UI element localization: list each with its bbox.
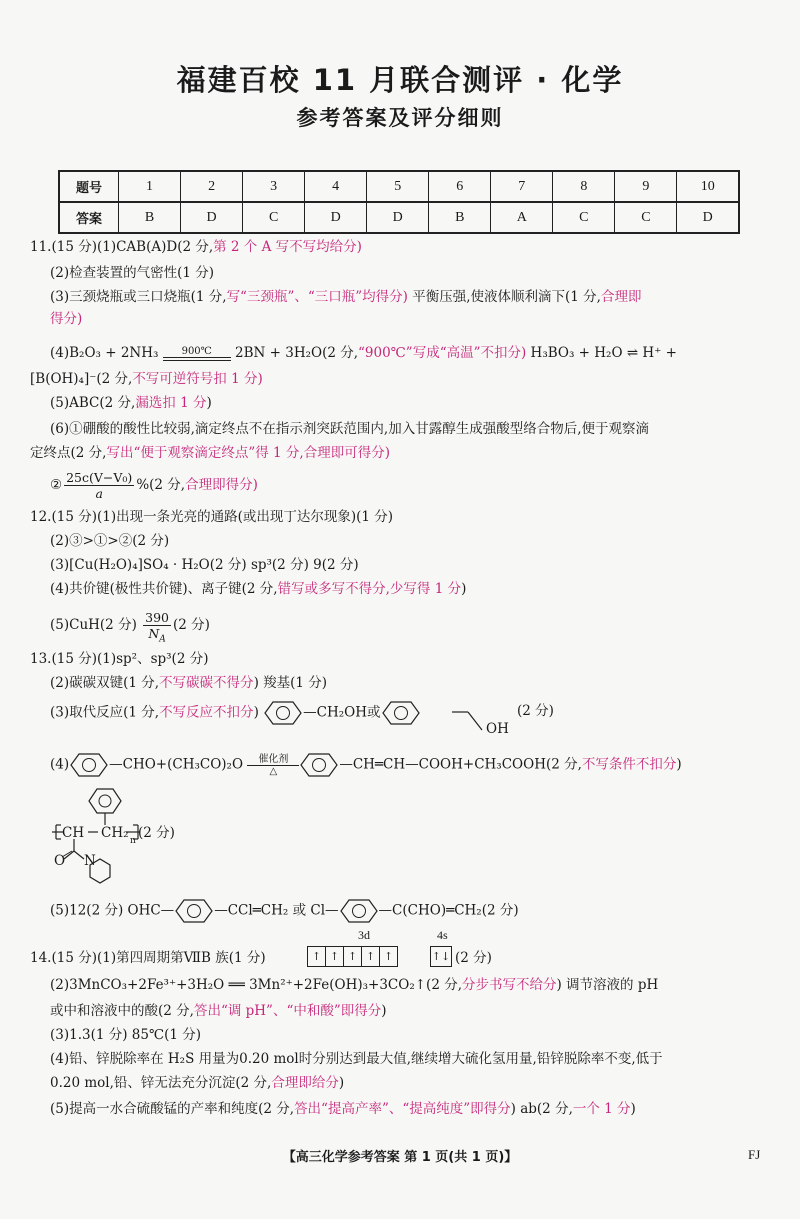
fraction: $\frac{\text{25c(V−V₀)}}{a}$	[66, 470, 133, 501]
table-cell: 9	[615, 171, 677, 202]
q11-line-1: 11.(15 分)(1)CAB(A)D(2 分,第 2 个 A 写不写均给分)	[30, 239, 362, 255]
q13-score-3: (2 分)	[517, 703, 554, 719]
orbital-box: ↑	[361, 946, 380, 967]
table-cell: 2	[181, 171, 243, 202]
orbital-4s-label: 4s	[437, 928, 448, 942]
page-footer: 【高三化学参考答案 第 1 页(共 1 页)】	[282, 1150, 518, 1165]
q14-line-1: 14.(15 分)(1)第四周期第ⅦB 族(1 分)	[30, 950, 266, 966]
orbital-3d-diagram	[307, 945, 397, 967]
q11-line-8: 定终点(2 分,写出“便于观察滴定终点”得 1 分,合理即可得分)	[30, 445, 390, 461]
table-cell: D	[181, 202, 243, 233]
polymer-ch: CH	[62, 825, 85, 841]
table-row-answers	[59, 202, 739, 233]
q12-line-5: (5)CuH(2 分) $\frac{390}{N_A}$ (2 分)	[50, 610, 210, 645]
benzene-ring-icon	[69, 752, 109, 778]
orbital-4s-diagram	[430, 945, 451, 967]
benzene-ring-icon	[339, 898, 379, 924]
answer-table	[58, 170, 740, 234]
polymer-o: O	[54, 853, 66, 869]
benzene-ring-icon	[299, 752, 339, 778]
table-cell: B	[119, 202, 181, 233]
q12-line-3: (3)[Cu(H₂O)₄]SO₄ · H₂O(2 分) sp³(2 分) 9(2 分)	[50, 557, 359, 573]
q14-line-2: (2)3MnCO₃+2Fe³⁺+3H₂O ══ 3Mn²⁺+2Fe(OH)₃+3CO₂↑(2 分,分步书写不给分) 调节溶液的 pH	[50, 977, 659, 993]
table-cell: C	[243, 202, 305, 233]
row-label-answers: 答案	[59, 202, 119, 233]
polymer-ch2: CH₂	[101, 825, 129, 841]
q11-line-9: ② $\frac{\text{25c(V−V₀)}}{a}$ %(2 分,合理即得分)	[50, 470, 258, 501]
q13-line-2: (2)碳碳双键(1 分,不写碳碳不得分) 羧基(1 分)	[50, 675, 328, 691]
q12-line-4: (4)共价键(极性共价键)、离子键(2 分,错写或多写不得分,少写得 1 分)	[50, 581, 467, 597]
q11-line-6: (5)ABC(2 分,漏选扣 1 分)	[50, 395, 212, 411]
table-cell: B	[429, 202, 491, 233]
q14-score-1: (2 分)	[455, 950, 492, 966]
q11-line-5: [B(OH)₄]⁻(2 分,不写可逆符号扣 1 分)	[30, 371, 263, 387]
equation-condition: 900℃	[163, 346, 231, 361]
q13-line-1: 13.(15 分)(1)sp²、sp³(2 分)	[30, 651, 209, 667]
table-cell: C	[553, 202, 615, 233]
q11-line-3: (3)三颈烧瓶或三口烧瓶(1 分,写“三颈瓶”、“三口瓶”均得分) 平衡压强,使液体顺利滴下(1 分,合理即	[50, 289, 642, 305]
orbital-3d-label: 3d	[358, 928, 370, 942]
q12-line-2: (2)③>①>②(2 分)	[50, 533, 170, 549]
q14-line-6: 0.20 mol,铅、锌无法充分沉淀(2 分,合理即给分)	[50, 1075, 345, 1091]
q14-line-4: (3)1.3(1 分) 85℃(1 分)	[50, 1027, 201, 1043]
orbital-box: ↑	[343, 946, 362, 967]
q13-oh-label: OH	[486, 721, 509, 737]
q12-line-1: 12.(15 分)(1)出现一条光亮的通路(或出现丁达尔现象)(1 分)	[30, 509, 394, 525]
table-cell: 3	[243, 171, 305, 202]
benzene-ring-icon	[381, 700, 421, 726]
benzene-ring-icon	[174, 898, 214, 924]
orbital-box: ↑	[325, 946, 344, 967]
polymer-n-atom: N	[84, 853, 96, 869]
q14-line-7: (5)提高一水合硫酸锰的产率和纯度(2 分,答出“提高产率”、“提高纯度”即得分) ab(2 分,一个 1 分)	[50, 1101, 636, 1117]
orbital-box: ↑	[379, 946, 398, 967]
q11-line-7: (6)①硼酸的酸性比较弱,滴定终点不在指示剂突跃范围内,加入甘露醇生成强酸型络合物后,便于观察滴	[50, 421, 649, 437]
reaction-arrow: 催化剂 △	[247, 754, 299, 777]
table-cell: 5	[367, 171, 429, 202]
orbital-box: ↑	[307, 946, 326, 967]
q14-line-5: (4)铅、锌脱除率在 H₂S 用量为0.20 mol时分别达到最大值,继续增大硫化氢用量,铅锌脱除率不变,低于	[50, 1051, 663, 1067]
polymer-n: n	[130, 836, 136, 846]
table-cell: 7	[491, 171, 553, 202]
table-cell: 8	[553, 171, 615, 202]
table-row-numbers	[59, 171, 739, 202]
table-cell: A	[491, 202, 553, 233]
page-subtitle: 参考答案及评分细则	[296, 106, 504, 130]
q13-line-5: (5)12(2 分) OHC— —CCl═CH₂ 或 Cl— —C(CHO)═CH₂(2 分)	[50, 898, 795, 924]
fraction: $\frac{390}{N_A}$	[145, 610, 169, 645]
table-cell: 6	[429, 171, 491, 202]
q13-line-4: (4) —CHO+(CH₃CO)₂O 催化剂 △ —CH═CH—COOH+CH₃COOH(2 分,不写条件不扣分)	[50, 753, 682, 777]
region-code: FJ	[748, 1147, 761, 1162]
table-cell: 4	[305, 171, 367, 202]
benzene-ring-icon	[263, 700, 303, 726]
table-cell: 1	[119, 171, 181, 202]
orbital-box: ↑↓	[430, 946, 452, 967]
polymer-score: (2 分)	[138, 825, 175, 841]
q11-line-2: (2)检查装置的气密性(1 分)	[50, 265, 215, 281]
table-cell: D	[677, 202, 739, 233]
q14-line-3: 或中和溶液中的酸(2 分,答出“调 pH”、“中和酸”即得分)	[50, 1003, 387, 1019]
q13-line-3: (3)取代反应(1 分,不写反应不扣分) —CH₂OH或	[50, 700, 775, 726]
q11-line-3b: 得分)	[50, 311, 83, 327]
table-cell: C	[615, 202, 677, 233]
table-cell: D	[305, 202, 367, 233]
table-cell: 10	[677, 171, 739, 202]
table-cell: D	[367, 202, 429, 233]
row-label-numbers: 题号	[59, 171, 119, 202]
page-title: 福建百校 11 月联合测评 · 化学	[176, 63, 624, 97]
q11-line-4: (4)B₂O₃ + 2NH₃ 900℃ 2BN + 3H₂O(2 分,“900℃”写成“高温”不扣分) H₃BO₃ + H₂O ⇌ H⁺ +	[50, 345, 677, 361]
